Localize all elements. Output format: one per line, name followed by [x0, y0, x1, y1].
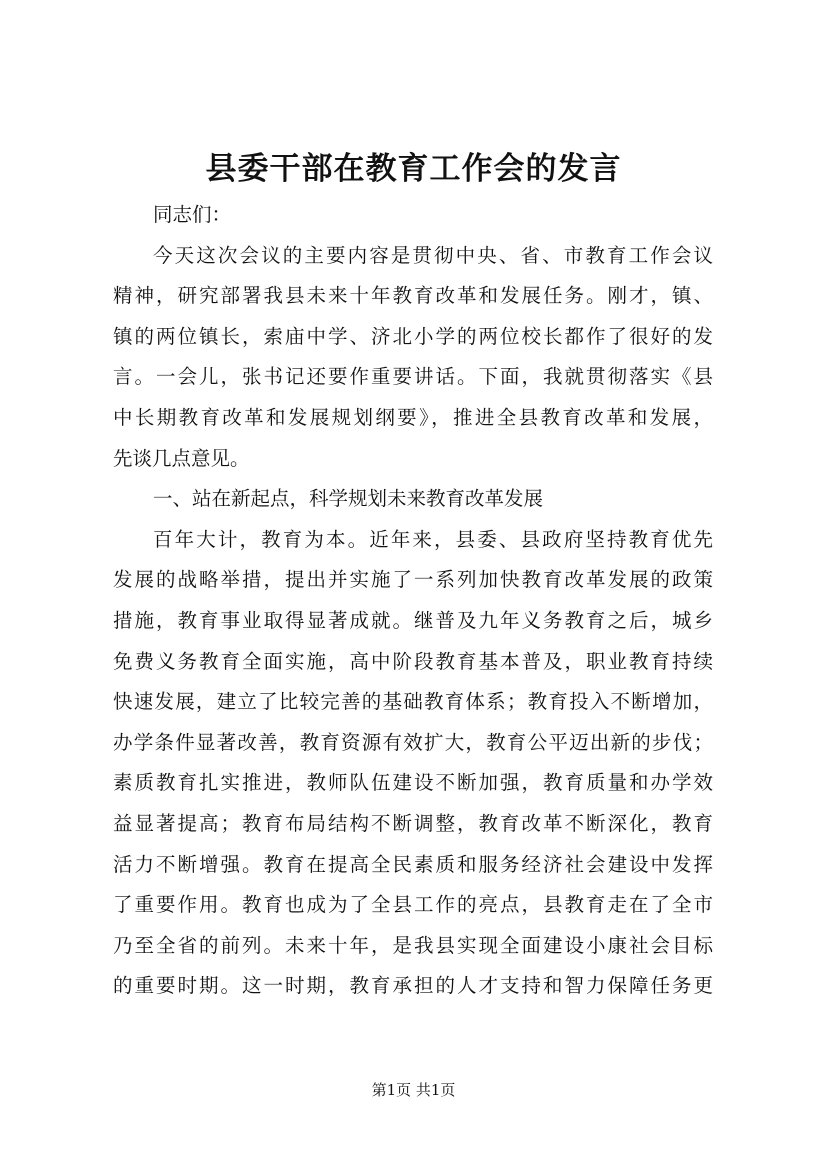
text-line: 活力不断增强。教育在提高全民素质和服务经济社会建设中发挥: [113, 852, 713, 876]
text-line: 快速发展，建立了比较完善的基础教育体系；教育投入不断增加，: [113, 690, 713, 714]
text-line: 办学条件显著改善，教育资源有效扩大，教育公平迈出新的步伐；: [113, 730, 713, 754]
page-number-footer: 第1页 共1页: [371, 1081, 456, 1099]
text-line: 措施，教育事业取得显著成就。继普及九年义务教育之后，城乡: [113, 608, 713, 632]
text-line: 百年大计，教育为本。近年来，县委、县政府坚持教育优先: [153, 527, 713, 551]
document-body: [113, 195, 713, 1007]
text-line: 精神，研究部署我县未来十年教育改革和发展任务。刚才，镇、: [113, 284, 713, 308]
text-line: 素质教育扎实推进，教师队伍建设不断加强，教育质量和办学效: [113, 771, 713, 795]
document-title: 县委干部在教育工作会的发言: [205, 151, 622, 187]
text-line: 今天这次会议的主要内容是贯彻中央、省、市教育工作会议: [153, 243, 713, 267]
text-line: 免费义务教育全面实施，高中阶段教育基本普及，职业教育持续: [113, 649, 713, 673]
text-line: 先谈几点意见。: [113, 446, 250, 470]
salutation: 同志们：: [153, 203, 232, 226]
text-line: 中长期教育改革和发展规划纲要》，推进全县教育改革和发展，: [113, 405, 713, 429]
text-line: 发展的战略举措，提出并实施了一系列加快教育改革发展的政策: [113, 568, 713, 592]
text-line: 镇的两位镇长，索庙中学、济北小学的两位校长都作了很好的发: [113, 324, 713, 348]
text-line: 益显著提高；教育布局结构不断调整，教育改革不断深化，教育: [113, 811, 713, 835]
text-line: 了重要作用。教育也成为了全县工作的亮点，县教育走在了全市: [113, 893, 713, 917]
text-line: 乃至全省的前列。未来十年，是我县实现全面建设小康社会目标: [113, 933, 713, 957]
text-line: 的重要时期。这一时期，教育承担的人才支持和智力保障任务更: [113, 974, 713, 998]
text-line: 言。一会儿，张书记还要作重要讲话。下面，我就贯彻落实《县: [113, 365, 713, 389]
section-heading: 一、站在新起点，科学规划未来教育改革发展: [153, 487, 544, 511]
